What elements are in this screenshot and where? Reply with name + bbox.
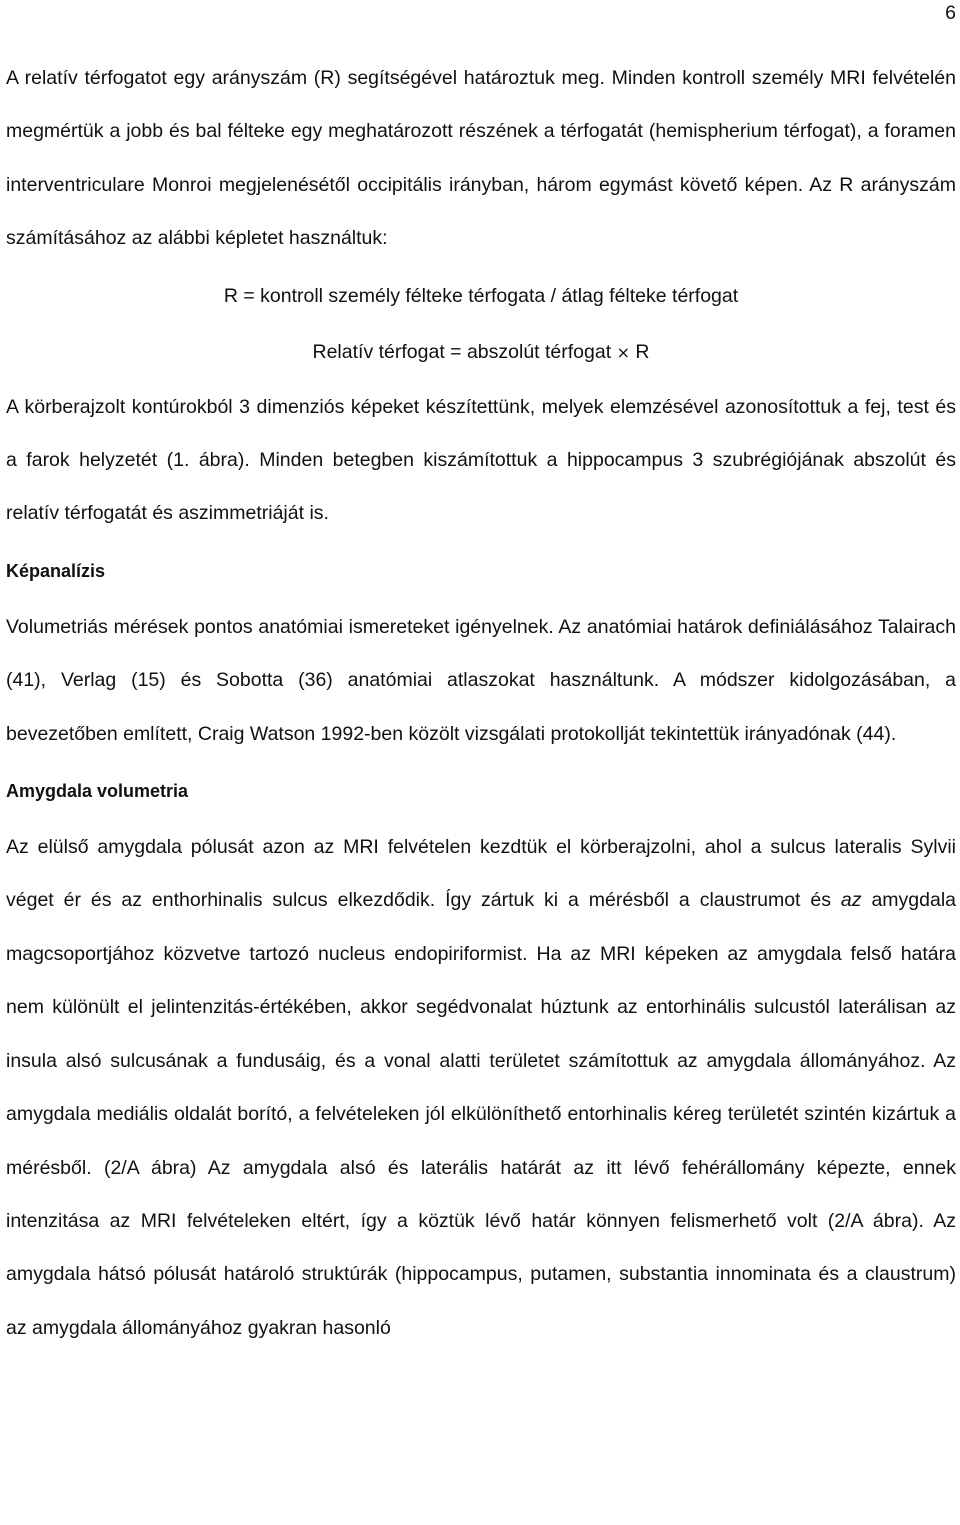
paragraph-amygdala — [6, 821, 956, 1355]
heading-image-analysis: Képanalízis — [6, 560, 106, 581]
page-number: 6 — [945, 2, 956, 24]
amygdala-italic-word: az — [840, 889, 862, 912]
multiply-icon: × — [616, 342, 630, 362]
formula-r-text: R = kontroll személy félteke térfogata / átlag félteke térfogat — [223, 284, 739, 307]
heading-amygdala-volumetry: Amygdala volumetria — [6, 781, 189, 802]
formula-relative-left: Relatív térfogat = abszolút térfogat — [312, 340, 612, 363]
formula-relative-volume — [6, 324, 956, 381]
formula-relative-right: R — [635, 340, 650, 363]
amygdala-text-part-1: Az elülső amygdala pólusát azon az MRI felvételen kezdtük el körberajzolni, ahol a sulcus lateralis Sylvii véget ér és az enthorhinalis sulcus elkezdődik. Így zártuk ki a mérésből a claustrumot és — [6, 836, 956, 912]
formula-r — [6, 268, 956, 324]
amygdala-text-part-2: amygdala magcsoportjához közvetve tartozó nucleus endopiriformist. Ha az MRI képeken az amygdala felső határa nem különült el jelintenzitás-értékében, akkor segédvonalat húztunk az entorhinális sulcustól laterálisan az insula alsó sulcusának a fundusáig, és a vonal alatti területet számítottuk az amygdala állományához. Az amygdala mediális oldalát borító, a felvételeken jól elkülöníthető entorhinalis kéreg területét szintén kizártuk a mérésből. (2/A ábra) Az amygdala alsó és laterális határát az itt lévő fehérállomány képezte, ennek intenzitása az MRI felvételeken eltért, így a köztük lévő határ könnyen felismerhető volt (2/A ábra). Az amygdala hátsó pólusát határoló struktúrák (hippocampus, putamen, substantia innominata és a claustrum) az amygdala állományához gyakran hasonló — [6, 889, 957, 1339]
page-content — [6, 52, 956, 1355]
paragraph-image-analysis: Volumetriás mérések pontos anatómiai ismereteket igényelnek. Az anatómiai határok definiálásához Talairach (41), Verlag (15) és Sobotta (36) anatómiai atlaszokat használtunk. A módszer kidolgozásában, a bevezetőben említett, Craig Watson 1992-ben közölt vizsgálati protokollját tekintettük irányadónak (44). — [6, 615, 956, 745]
paragraph-relative-volume: A relatív térfogatot egy arányszám (R) segítségével határoztuk meg. Minden kontroll személy MRI felvételén megmértük a jobb és bal félteke egy meghatározott részének a térfogatát (hemispherium térfogat), a foramen interventriculare Monroi megjelenésétől occipitális irányban, három egymást követő képen. Az R arányszám számításához az alábbi képletet használtuk: — [6, 67, 956, 250]
paragraph-contours: A körberajzolt kontúrokból 3 dimenziós képeket készítettünk, melyek elemzésével azonosítottuk a fej, test és a farok helyzetét (1. ábra). Minden betegben kiszámítottuk a hippocampus 3 szubrégiójának abszolút és relatív térfogatát és aszimmetriáját is. — [6, 395, 956, 525]
